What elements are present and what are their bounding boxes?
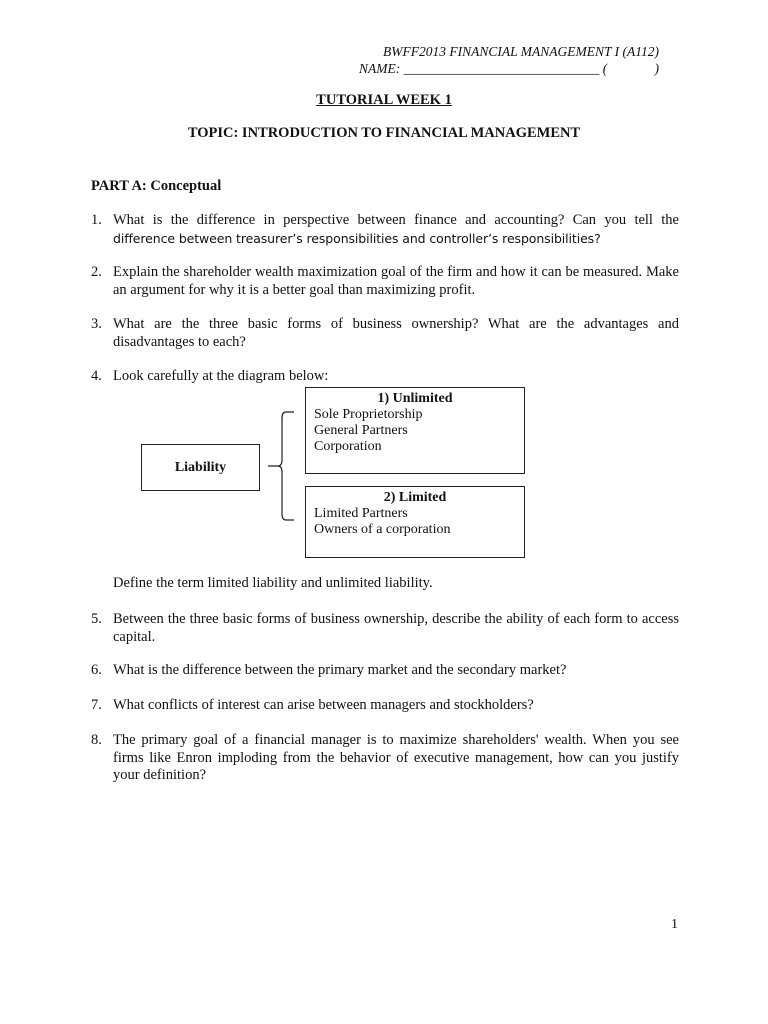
question-number: 2. [91,264,102,280]
question-text: Explain the shareholder wealth maximization goal of the firm and how it can be measured. Make an argument for why it is a better goal than maximizing profit. [113,264,679,298]
question-text: What is the difference between the primary market and the secondary market? [113,662,567,678]
unlimited-box [305,387,525,474]
question-number: 7. [91,697,102,713]
limited-item: Owners of a corporation [314,522,451,537]
unlimited-item: General Partners [314,423,408,438]
question-number: 8. [91,732,102,748]
question-text: What conflicts of interest can arise between managers and stockholders? [113,697,534,713]
question-6 [91,662,679,680]
question-3 [91,316,679,351]
question-5 [91,611,679,646]
tutorial-title-text: TUTORIAL WEEK 1 [316,92,452,108]
question-number: 6. [91,662,102,678]
tutorial-title [0,92,768,109]
define-instruction: Define the term limited liability and unlimited liability. [113,575,433,591]
bracket-connector [264,410,298,522]
question-number: 3. [91,316,102,332]
unlimited-item: Sole Proprietorship [314,407,423,422]
question-text: What are the three basic forms of business ownership? What are the advantages and disadvantages to each? [113,316,679,350]
question-number: 5. [91,611,102,627]
question-text: Between the three basic forms of business ownership, describe the ability of each form to access capital. [113,611,679,645]
question-text: The primary goal of a financial manager is to maximize shareholders' wealth. When you see firms like Enron imploding from the behavior of executive management, how can you justify your definition? [113,732,679,783]
question-number: 4. [91,368,102,384]
question-8 [91,732,679,785]
question-line: difference between treasurer’s responsibilities and controller’s responsibilities? [113,230,601,246]
topic-title: TOPIC: INTRODUCTION TO FINANCIAL MANAGEMENT [187,125,581,141]
limited-item: Limited Partners [314,506,408,521]
question-1 [91,212,679,247]
question-4 [91,368,679,386]
question-7 [91,697,679,715]
limited-heading: 2) Limited [383,490,447,505]
question-text [113,212,679,247]
course-header: BWFF2013 FINANCIAL MANAGEMENT I (A112) [383,44,659,59]
name-line: NAME: _____________________________ ( ) [359,61,659,76]
unlimited-heading: 1) Unlimited [377,391,453,406]
question-number: 1. [91,212,102,228]
part-a-heading: PART A: Conceptual [91,178,222,194]
liability-box: Liability [141,444,260,491]
limited-box [305,486,525,558]
question-line: What is the difference in perspective between finance and accounting? Can you tell the [113,212,679,228]
question-text: Look carefully at the diagram below: [113,368,329,384]
page-number: 1 [671,917,678,932]
question-2 [91,264,679,299]
unlimited-item: Corporation [314,439,382,454]
